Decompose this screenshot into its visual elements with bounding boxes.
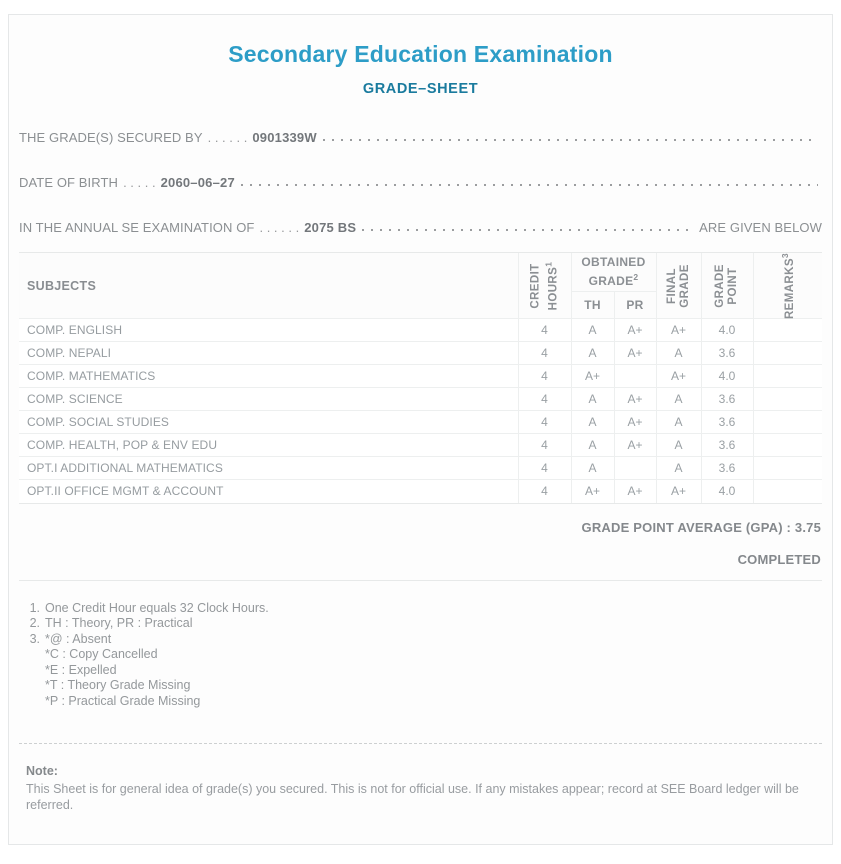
symbol-number-value: 0901339W (252, 130, 317, 145)
subject-cell: COMP. ENGLISH (19, 319, 518, 342)
info-line-date-of-birth (19, 170, 822, 190)
summary-section (19, 504, 822, 581)
rotated-header-text: REMARKS$^3$ (779, 252, 796, 319)
grade-sheet-card (8, 14, 833, 845)
dot-leader-fill (323, 139, 818, 141)
final-grade-cell: A+ (656, 365, 701, 388)
grade-point-cell: 3.6 (701, 457, 753, 480)
grade-point-cell: 4.0 (701, 480, 753, 503)
subject-cell: OPT.II OFFICE MGMT & ACCOUNT (19, 480, 518, 503)
th-grade-cell: A (571, 388, 614, 411)
grades-table (19, 253, 822, 503)
dashed-divider (19, 743, 822, 744)
dot-leader: . . . . . . (259, 220, 300, 235)
remarks-cell (753, 388, 822, 411)
footnote-number: 3. (29, 631, 40, 646)
table-row (19, 342, 822, 365)
col-header-credit-hours (518, 253, 571, 319)
grade-point-cell: 3.6 (701, 411, 753, 434)
pr-grade-cell: A+ (614, 319, 656, 342)
pr-grade-cell: A+ (614, 342, 656, 365)
exam-year-value: 2075 BS (304, 220, 357, 235)
footnote-item (26, 601, 822, 617)
col-header-obtained-grade: OBTAINED GRADE$^2$ (571, 253, 656, 292)
footnote-text: TH : Theory, PR : Practical (45, 616, 193, 630)
rotated-header-text: CREDIT HOURS$^1$ (529, 261, 559, 310)
table-row (19, 388, 822, 411)
info-label: IN THE ANNUAL SE EXAMINATION OF (19, 220, 255, 235)
dot-leader-fill (241, 184, 818, 186)
table-row (19, 411, 822, 434)
remarks-cell (753, 434, 822, 457)
page-subtitle: GRADE–SHEET (362, 81, 479, 97)
footnote-item (26, 616, 822, 632)
grade-point-cell: 3.6 (701, 342, 753, 365)
gpa-line: GRADE POINT AVERAGE (GPA) : 3.75 (581, 519, 821, 535)
final-grade-cell: A (656, 388, 701, 411)
date-of-birth-value: 2060–06–27 (160, 175, 235, 190)
info-line-examination-year (19, 215, 822, 235)
col-header-grade-point (701, 253, 753, 319)
final-grade-cell: A+ (656, 319, 701, 342)
pr-grade-cell: A+ (614, 411, 656, 434)
grades-table-header (19, 253, 822, 319)
rotated-header-text: GRADE POINT (714, 263, 739, 308)
note-section (19, 764, 822, 813)
dot-leader: . . . . . (123, 175, 156, 190)
info-line-grades-secured-by (19, 125, 822, 145)
subject-cell: COMP. NEPALI (19, 342, 518, 365)
table-row (19, 434, 822, 457)
footnote-continuation: *T : Theory Grade Missing (45, 678, 191, 692)
pr-grade-cell: A+ (614, 480, 656, 503)
footnote-continuation: *E : Expelled (45, 662, 117, 677)
th-grade-cell: A+ (571, 480, 614, 503)
pr-grade-cell (614, 365, 656, 388)
footnote-item (26, 632, 822, 648)
col-header-final-grade (656, 253, 701, 319)
subject-cell: OPT.I ADDITIONAL MATHEMATICS (19, 457, 518, 480)
dot-leader-fill (362, 229, 695, 231)
dot-leader: . . . . . . (207, 130, 248, 145)
grade-point-cell: 3.6 (701, 388, 753, 411)
note-body: This Sheet is for general idea of grade(s) you secured. This is not for official use. If any mistakes appear; record at SEE Board ledger will be referred. (26, 782, 799, 812)
grade-point-cell: 4.0 (701, 319, 753, 342)
note-heading: Note: (26, 764, 58, 778)
remarks-cell (753, 457, 822, 480)
student-info-block (19, 125, 822, 235)
table-row (19, 480, 822, 503)
pr-grade-cell: A+ (614, 434, 656, 457)
th-grade-cell: A (571, 342, 614, 365)
subject-cell: COMP. MATHEMATICS (19, 365, 518, 388)
page-title: Secondary Education Examination (228, 41, 613, 67)
footnote-ref-2: 2 (633, 272, 639, 282)
th-grade-cell: A (571, 457, 614, 480)
footnote-text: One Credit Hour equals 32 Clock Hours. (45, 600, 269, 615)
grades-table-body (19, 319, 822, 503)
footnote-continuation: *C : Copy Cancelled (45, 647, 158, 661)
remarks-cell (753, 365, 822, 388)
table-row (19, 319, 822, 342)
subject-cell: COMP. SOCIAL STUDIES (19, 411, 518, 434)
col-header-subjects: SUBJECTS (19, 253, 518, 319)
final-grade-cell: A (656, 342, 701, 365)
credit-cell: 4 (518, 388, 571, 411)
table-row (19, 365, 822, 388)
remarks-cell (753, 342, 822, 365)
final-grade-cell: A (656, 434, 701, 457)
final-grade-cell: A (656, 411, 701, 434)
subject-cell: COMP. SCIENCE (19, 388, 518, 411)
col-header-remarks (753, 253, 822, 319)
info-label: THE GRADE(S) SECURED BY (19, 130, 203, 145)
subject-cell: COMP. HEALTH, POP & ENV EDU (19, 434, 518, 457)
credit-cell: 4 (518, 411, 571, 434)
th-grade-cell: A (571, 434, 614, 457)
remarks-cell (753, 411, 822, 434)
footnote-number: 1. (29, 600, 40, 615)
th-grade-cell: A (571, 319, 614, 342)
col-header-practical: PR (614, 292, 656, 319)
footnote-text: *@ : Absent (45, 631, 112, 646)
final-grade-cell: A (656, 457, 701, 480)
th-grade-cell: A (571, 411, 614, 434)
info-label: DATE OF BIRTH (19, 175, 119, 190)
footnote-ref-1: 1 (543, 261, 554, 267)
th-grade-cell: A+ (571, 365, 614, 388)
credit-cell: 4 (518, 365, 571, 388)
remarks-cell (753, 319, 822, 342)
credit-cell: 4 (518, 434, 571, 457)
footnote-ref-3: 3 (779, 252, 790, 258)
col-header-theory: TH (571, 292, 614, 319)
footnotes-section (19, 581, 822, 710)
footnote-number: 2. (29, 616, 40, 630)
grade-point-cell: 3.6 (701, 434, 753, 457)
pr-grade-cell (614, 457, 656, 480)
credit-cell: 4 (518, 319, 571, 342)
table-row (19, 457, 822, 480)
footnote-continuation: *P : Practical Grade Missing (45, 693, 201, 708)
final-grade-cell: A+ (656, 480, 701, 503)
credit-cell: 4 (518, 342, 571, 365)
remarks-cell (753, 480, 822, 503)
grades-table-wrap (19, 252, 822, 504)
info-suffix: ARE GIVEN BELOW (699, 220, 822, 235)
pr-grade-cell: A+ (614, 388, 656, 411)
credit-cell: 4 (518, 480, 571, 503)
grade-point-cell: 4.0 (701, 365, 753, 388)
rotated-header-text: FINAL GRADE (665, 263, 691, 308)
credit-cell: 4 (518, 457, 571, 480)
completion-status: COMPLETED (737, 551, 821, 567)
